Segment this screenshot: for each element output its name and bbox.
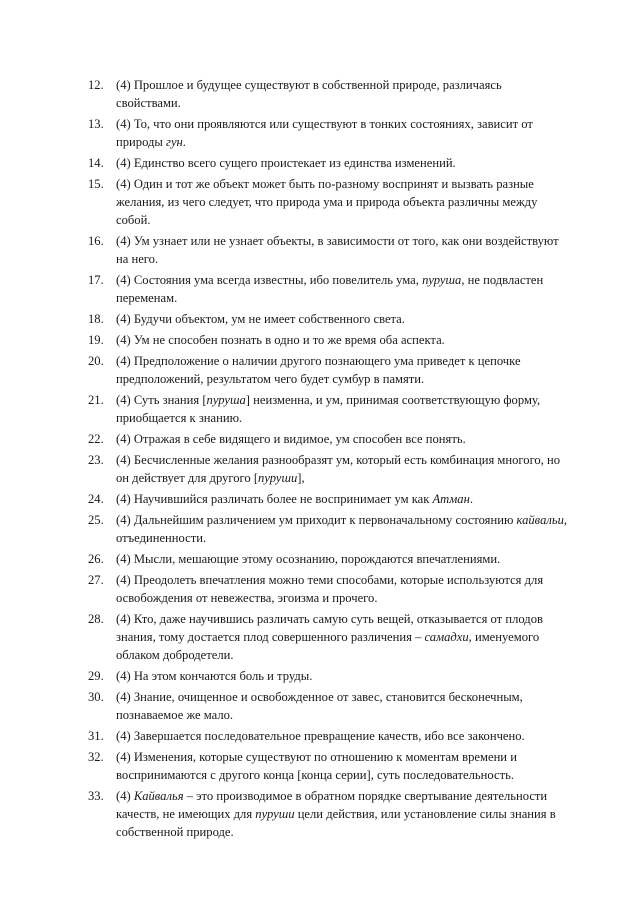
text-segment: ] неизменна, и ум, принимая соответствующую форму, приобщается к знанию. (116, 393, 541, 425)
item-text (116, 331, 568, 349)
text-segment: (4) Завершается последовательное превращение качеств, ибо все закончено. (116, 729, 525, 743)
aphorism-list (88, 76, 568, 844)
item-number: 14. (88, 156, 104, 170)
item-text (116, 727, 568, 745)
item-text (116, 610, 568, 664)
text-segment: цели действия, или установление силы знания в собственной природе. (116, 807, 556, 839)
item-text (116, 748, 568, 784)
item-number: 16. (88, 234, 104, 248)
text-segment: (4) Прошлое и будущее существуют в собственной природе, различаясь свойствами. (116, 78, 502, 110)
list-item (88, 787, 568, 841)
item-text (116, 352, 568, 388)
item-text (116, 271, 568, 307)
list-item (88, 391, 568, 427)
list-item (88, 727, 568, 745)
item-number: 30. (88, 690, 104, 704)
item-text (116, 490, 568, 508)
item-text (116, 451, 568, 487)
item-text (116, 310, 568, 328)
text-segment: (4) (116, 789, 134, 803)
text-segment: (4) Кто, даже научившись различать самую суть вещей, отказывается от плодов знания, тому достается плод совершенного различения – (116, 612, 543, 644)
text-segment: (4) Суть знания [ (116, 393, 207, 407)
list-item (88, 154, 568, 172)
item-text (116, 175, 568, 229)
list-item (88, 175, 568, 229)
list-item (88, 490, 568, 508)
item-number: 13. (88, 117, 104, 131)
item-text (116, 787, 568, 841)
list-item (88, 352, 568, 388)
text-segment: (4) Один и тот же объект может быть по-разному воспринят и вызвать разные желания, из чего следует, что природа ума и природа объекта различны между собой. (116, 177, 538, 227)
item-text (116, 550, 568, 568)
item-number: 24. (88, 492, 104, 506)
text-segment: (4) Состояния ума всегда известны, ибо повелитель ума, (116, 273, 423, 287)
text-segment: (4) На этом кончаются боль и труды. (116, 669, 313, 683)
italic-term: пуруша (206, 393, 246, 407)
italic-term: гун (166, 135, 183, 149)
italic-term: пуруши (255, 807, 295, 821)
italic-term: пуруша (422, 273, 462, 287)
text-segment: (4) Мысли, мешающие этому осознанию, порождаются впечатлениями. (116, 552, 501, 566)
list-item (88, 511, 568, 547)
text-segment: . (469, 492, 474, 506)
text-segment: (4) Будучи объектом, ум не имеет собственного света. (116, 312, 405, 326)
item-number: 31. (88, 729, 104, 743)
item-number: 20. (88, 354, 104, 368)
text-segment: (4) Единство всего сущего проистекает из единства изменений. (116, 156, 456, 170)
text-segment: , именуемого облаком добродетели. (116, 630, 540, 662)
item-number: 33. (88, 789, 104, 803)
item-number: 19. (88, 333, 104, 347)
text-segment: (4) Ум не способен познать в одно и то же время оба аспекта. (116, 333, 445, 347)
item-text (116, 688, 568, 724)
list-item (88, 748, 568, 784)
italic-term: пуруши (258, 471, 298, 485)
list-item (88, 430, 568, 448)
item-number: 32. (88, 750, 104, 764)
italic-term: кайвальи (516, 513, 564, 527)
item-number: 27. (88, 573, 104, 587)
list-item (88, 271, 568, 307)
item-text (116, 430, 568, 448)
list-item (88, 310, 568, 328)
list-item (88, 667, 568, 685)
list-item (88, 571, 568, 607)
list-item (88, 550, 568, 568)
item-number: 21. (88, 393, 104, 407)
item-text (116, 76, 568, 112)
text-segment: , отъединенности. (116, 513, 568, 545)
text-segment: – это производимое в обратном порядке свертывание деятельности качеств, не имеющих для (116, 789, 548, 821)
item-text (116, 571, 568, 607)
list-item (88, 688, 568, 724)
item-number: 26. (88, 552, 104, 566)
item-text (116, 667, 568, 685)
list-item (88, 610, 568, 664)
text-segment: (4) Отражая в себе видящего и видимое, ум способен все понять. (116, 432, 466, 446)
text-segment: (4) Научившийся различать более не воспринимает ум как (116, 492, 433, 506)
item-number: 28. (88, 612, 104, 626)
item-number: 23. (88, 453, 104, 467)
item-number: 29. (88, 669, 104, 683)
item-number: 17. (88, 273, 104, 287)
text-segment: . (182, 135, 186, 149)
item-number: 12. (88, 78, 104, 92)
text-segment: (4) Бесчисленные желания разнообразят ум, который есть комбинация многого, но он действует для другого [ (116, 453, 561, 485)
text-segment: ], (297, 471, 305, 485)
item-number: 18. (88, 312, 104, 326)
text-segment: (4) Дальнейшим различением ум приходит к первоначальному состоянию (116, 513, 517, 527)
italic-term: Кайвалья (133, 789, 184, 803)
item-text (116, 115, 568, 151)
italic-term: Атман (432, 492, 470, 506)
text-segment: , не подвластен переменам. (116, 273, 544, 305)
item-number: 22. (88, 432, 104, 446)
list-item (88, 115, 568, 151)
text-segment: (4) Ум узнает или не узнает объекты, в зависимости от того, как они воздействуют на него. (116, 234, 559, 266)
item-text (116, 391, 568, 427)
text-segment: (4) Изменения, которые существуют по отношению к моментам времени и воспринимаются с другого конца [конца серии], суть последовательность. (116, 750, 517, 782)
list-item (88, 76, 568, 112)
list-item (88, 331, 568, 349)
item-number: 15. (88, 177, 104, 191)
item-number: 25. (88, 513, 104, 527)
item-text (116, 232, 568, 268)
list-item (88, 451, 568, 487)
italic-term: самадхи (424, 630, 469, 644)
item-text (116, 154, 568, 172)
item-text (116, 511, 568, 547)
text-segment: (4) Преодолеть впечатления можно теми способами, которые используются для освобождения от невежества, эгоизма и прочего. (116, 573, 544, 605)
list-item (88, 232, 568, 268)
text-segment: (4) То, что они проявляются или существуют в тонких состояниях, зависит от природы (116, 117, 533, 149)
text-segment: (4) Знание, очищенное и освобожденное от завес, становится бесконечным, познаваемое же мало. (116, 690, 523, 722)
text-segment: (4) Предположение о наличии другого познающего ума приведет к цепочке предположений, результатом чего будет сумбур в памяти. (116, 354, 521, 386)
